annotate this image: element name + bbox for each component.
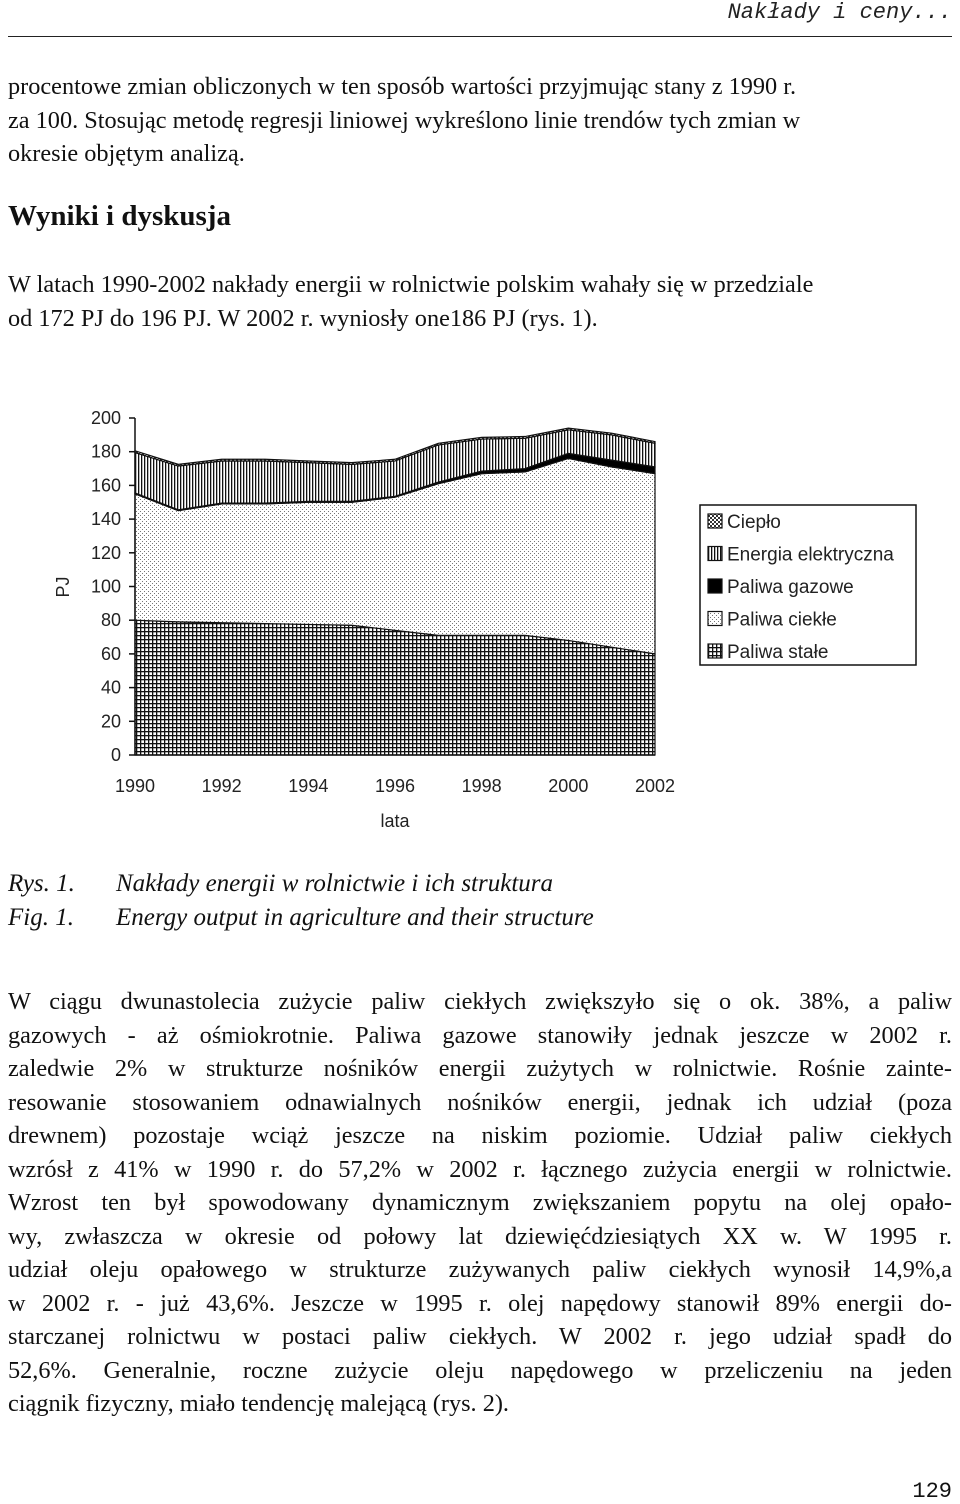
results-line: od 172 PJ do 196 PJ. W 2002 r. wyniosły one186 PJ (rys. 1). [8, 304, 598, 332]
figure-caption-pl [8, 870, 553, 898]
y-tick-label: 80 [100, 610, 121, 631]
energy-structure-chart [0, 395, 960, 845]
y-tick-label: 140 [90, 509, 121, 530]
body-line: udział oleju opałowego w strukturze zużywanych paliw ciekłych wynosił 14,9%,a [8, 1256, 952, 1283]
y-tick-label: 120 [90, 542, 121, 563]
x-tick-label: 1990 [114, 776, 156, 796]
chart-legend [700, 505, 916, 665]
legend-label-paliwa-gazowe: Paliwa gazowe [727, 577, 854, 598]
y-tick-label: 20 [100, 711, 121, 732]
caption-label-pl: Rys. 1. [8, 870, 75, 897]
legend-label-energia-elektryczna: Energia elektryczna [727, 544, 894, 566]
legend-swatch-paliwa-stale [708, 644, 722, 658]
intro-line: procentowe zmian obliczonych w ten sposób wartości przyjmując stany z 1990 r. [8, 73, 797, 100]
legend-swatch-energia-elektryczna [708, 547, 722, 561]
header-rule [8, 36, 952, 37]
page-number: 129 [912, 1479, 952, 1504]
body-line: 52,6%. Generalnie, roczne zużycie oleju napędowego w przeliczeniu na jeden [8, 1356, 952, 1384]
legend-swatch-paliwa-gazowe [708, 579, 722, 593]
figure-caption-en [8, 904, 594, 932]
y-tick-label: 0 [110, 745, 121, 765]
intro-line: okresie objętym analizą. [8, 140, 245, 167]
y-tick-label: 160 [90, 475, 121, 496]
y-axis [91, 408, 135, 765]
x-tick-label: 1994 [288, 776, 329, 796]
running-header: Nakłady i ceny... [727, 0, 952, 25]
body-line: wzrósł z 41% w 1990 r. do 57,2% w 2002 r. łącznego zużycia energii w rolnictwie. [8, 1155, 952, 1183]
intro-paragraph [8, 70, 952, 171]
plot-areas [135, 428, 655, 755]
legend-label-paliwa-ciekle: Paliwa ciekłe [727, 609, 837, 631]
body-line: wy, zwłaszcza w okresie od połowy lat dziewięćdziesiątych XX w. W 1995 r. [8, 1222, 952, 1250]
x-tick-label: 1996 [374, 776, 416, 796]
x-tick-label: 2000 [548, 776, 589, 796]
y-tick-label: 180 [90, 441, 121, 462]
body-line: drewnem) pozostaje wciąż jeszcze na niskim poziomie. Udział paliw ciekłych [8, 1122, 952, 1149]
body-line: w 2002 r. - już 43,6%. Jeszcze w 1995 r. olej napędowy stanowił 89% energii do- [8, 1289, 952, 1317]
body-line: Wzrost ten był spowodowany dynamicznym zwiększaniem popytu na olej opało- [8, 1189, 952, 1216]
legend-label-paliwa-stale: Paliwa stałe [727, 642, 829, 663]
caption-text-en: Energy output in agriculture and their structure [116, 904, 594, 931]
body-line: gazowych - aż ośmiokrotnie. Paliwa gazowe stanowiły jednak jeszcze w 2002 r. [8, 1021, 952, 1049]
legend-label-cieplo: Ciepło [727, 512, 781, 533]
body-line: starczanej rolnictwu w postaci paliw ciekłych. W 2002 r. jego udział spadł do [8, 1323, 952, 1350]
y-tick-label: 40 [100, 677, 121, 698]
legend-swatch-paliwa-ciekle [708, 612, 722, 626]
body-line: ciągnik fizyczny, miało tendencję malejącą (rys. 2). [8, 1390, 510, 1417]
legend-swatch-cieplo [708, 514, 722, 528]
x-tick-label: 1998 [461, 776, 502, 796]
body-line: resowanie stosowaniem odnawialnych nośników energii, jednak ich udział (poza [8, 1088, 952, 1116]
caption-label-en: Fig. 1. [8, 904, 74, 931]
body-paragraph [8, 985, 952, 1421]
body-line: zaledwie 2% w strukturze nośników energii zużytych w rolnictwie. Rośnie zainte- [8, 1055, 952, 1082]
y-tick-label: 60 [100, 643, 121, 664]
x-axis [115, 755, 675, 796]
y-tick-label: 100 [90, 576, 121, 597]
y-tick-label: 200 [90, 408, 121, 428]
x-tick-label: 2002 [634, 776, 676, 796]
x-axis-label: lata [380, 811, 410, 831]
intro-line: za 100. Stosując metodę regresji liniowej wykreślono linie trendów tych zmian w [8, 106, 801, 134]
x-tick-label: 1992 [201, 776, 242, 796]
body-line: W ciągu dwunastolecia zużycie paliw ciekłych zwiększyło się o ok. 38%, a paliw [8, 988, 952, 1015]
section-title: Wyniki i dyskusja [8, 200, 231, 232]
results-line: W latach 1990-2002 nakłady energii w rolnictwie polskim wahały się w przedziale [8, 271, 814, 298]
y-axis-label: PJ [53, 576, 73, 598]
caption-text-pl: Nakłady energii w rolnictwie i ich struktura [116, 870, 553, 897]
results-paragraph [8, 268, 952, 335]
